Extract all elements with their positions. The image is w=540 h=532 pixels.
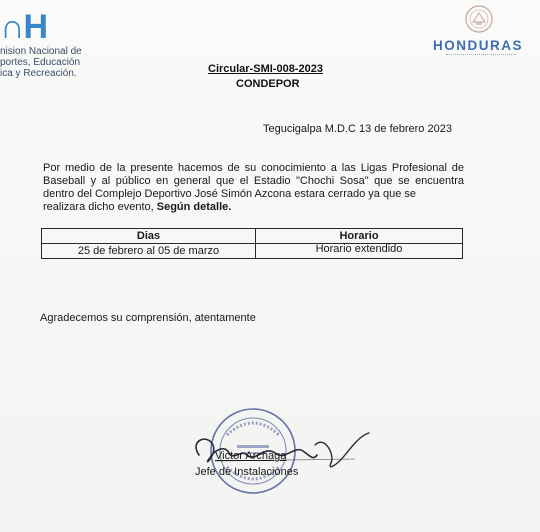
condepor-logo-mark: ∩H <box>0 8 48 46</box>
logo-line-2: portes, Educación <box>0 57 81 68</box>
signer-name: Victor Archaga <box>215 450 287 462</box>
table-header-row <box>42 229 463 244</box>
notice-last-line <box>43 201 464 214</box>
issuing-organization: CONDEPOR <box>236 78 300 90</box>
notice-last-line-text: realizara dicho evento, <box>43 201 157 213</box>
cell-schedule: Horario extendido <box>256 244 463 259</box>
condepor-logo-text <box>0 46 82 79</box>
cell-days: 25 de febrero al 05 de marzo <box>42 244 256 259</box>
schedule-table <box>41 228 463 259</box>
notice-body <box>43 162 464 214</box>
closing-line: Agradecemos su comprensión, atentamente <box>40 312 256 324</box>
honduras-logo <box>430 0 535 66</box>
notice-paragraph: Por medio de la presente hacemos de su conocimiento a las Ligas Profesional de Baseball y al público en general que el Estadio "Chochi Sosa" que se encuentra dentro del Complejo Deportivo José Simón Azcona estara cerrado ya que se <box>43 162 464 200</box>
place-and-date: Tegucigalpa M.D.C 13 de febrero 2023 <box>263 123 452 135</box>
honduras-wordmark: HONDURAS <box>433 38 524 53</box>
table-row <box>42 244 463 259</box>
condepor-logo <box>0 6 120 79</box>
circular-number: Circular-SMI-008-2023 <box>208 63 323 75</box>
honduras-logo-underline <box>446 54 516 57</box>
logo-line-3: ica y Recreación. <box>0 68 77 79</box>
signer-role: Jefe de Instalaciones <box>195 466 299 478</box>
column-header-schedule: Horario <box>256 229 463 244</box>
logo-line-1: nision Nacional de <box>0 46 82 57</box>
notice-detail-label: Según detalle. <box>156 201 232 213</box>
column-header-days: Dias <box>42 229 256 244</box>
honduras-seal-icon <box>464 4 494 34</box>
